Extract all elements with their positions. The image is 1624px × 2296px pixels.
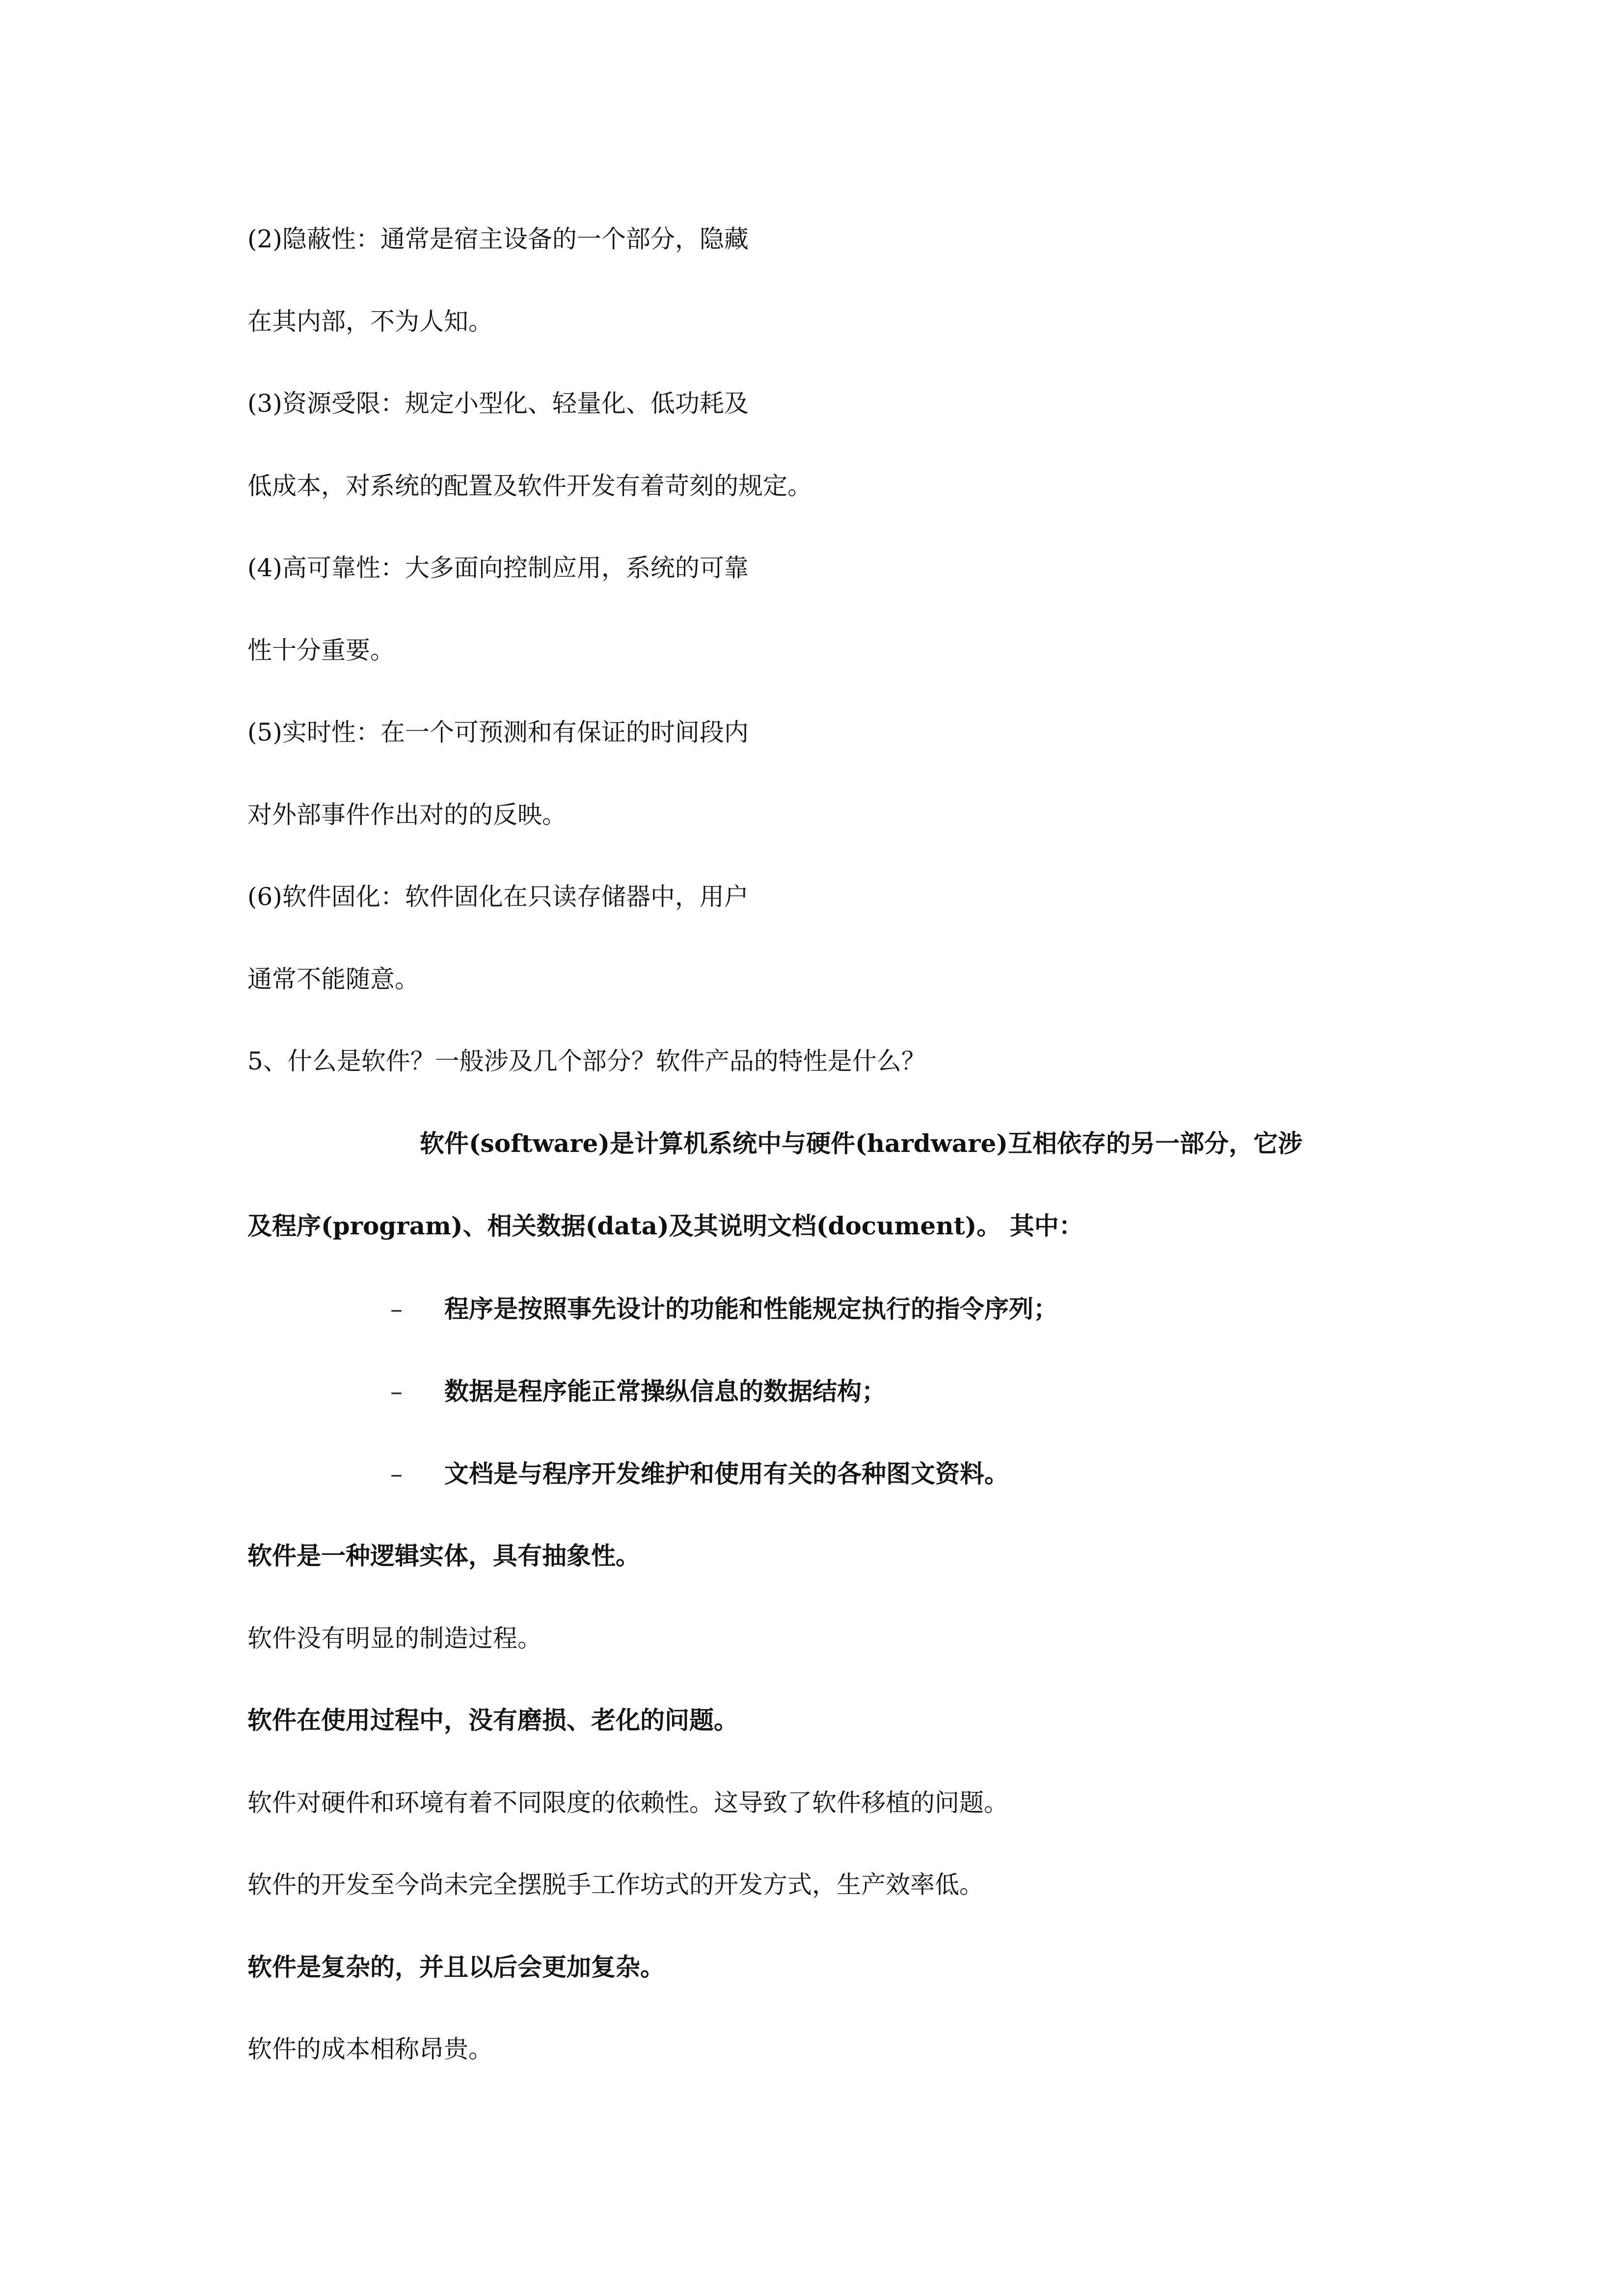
feature-2-title: (2)隐蔽性：通常是宿主设备的一个部分，隐藏 [247,225,749,253]
bullet-program: 程序是按照事先设计的功能和性能规定执行的指令序列； [444,1294,1058,1323]
question-heading: 5、什么是软件？一般涉及几个部分？软件产品的特性是什么？ [247,1047,926,1075]
feature-5-continuation: 对外部事件作出对的的反映。 [247,801,567,829]
bullet-data: 数据是程序能正常操纵信息的数据结构； [444,1377,886,1406]
trait-hardware-dependence: 软件对硬件和环境有着不同限度的依赖性。这导致了软件移植的问题。 [247,1789,1008,1817]
feature-2-continuation: 在其内部，不为人知。 [247,307,493,336]
feature-5-title: (5)实时性：在一个可预测和有保证的时间段内 [247,718,749,747]
feature-6-title: (6)软件固化：软件固化在只读存储器中，用户 [247,882,749,911]
trait-no-manufacturing: 软件没有明显的制造过程。 [247,1624,542,1653]
feature-6-continuation: 通常不能随意。 [247,965,419,993]
feature-4-title: (4)高可靠性：大多面向控制应用，系统的可靠 [247,554,749,582]
answer-line-1: 软件(software)是计算机系统中与硬件(hardware)互相依存的另一部分，它涉 [420,1129,1302,1158]
trait-high-cost: 软件的成本相称昂贵。 [247,2035,493,2063]
trait-manual-development: 软件的开发至今尚未完全摆脱手工作坊式的开发方式，生产效率低。 [247,1870,984,1899]
feature-4-continuation: 性十分重要。 [247,636,395,665]
trait-logical-entity: 软件是一种逻辑实体，具有抽象性。 [247,1541,640,1570]
answer-line-2: 及程序(program)、相关数据(data)及其说明文档(document)。 其中： [247,1211,1083,1240]
trait-no-wear: 软件在使用过程中，没有磨损、老化的问题。 [247,1706,738,1735]
bullet-marker: – [390,1295,403,1323]
trait-complexity: 软件是复杂的，并且以后会更加复杂。 [247,1952,665,1981]
bullet-marker: – [390,1460,403,1488]
bullet-document: 文档是与程序开发维护和使用有关的各种图文资料。 [444,1459,1009,1488]
feature-3-title: (3)资源受限：规定小型化、轻量化、低功耗及 [247,389,749,418]
bullet-marker: – [390,1377,403,1406]
feature-3-continuation: 低成本，对系统的配置及软件开发有着苛刻的规定。 [247,472,812,500]
